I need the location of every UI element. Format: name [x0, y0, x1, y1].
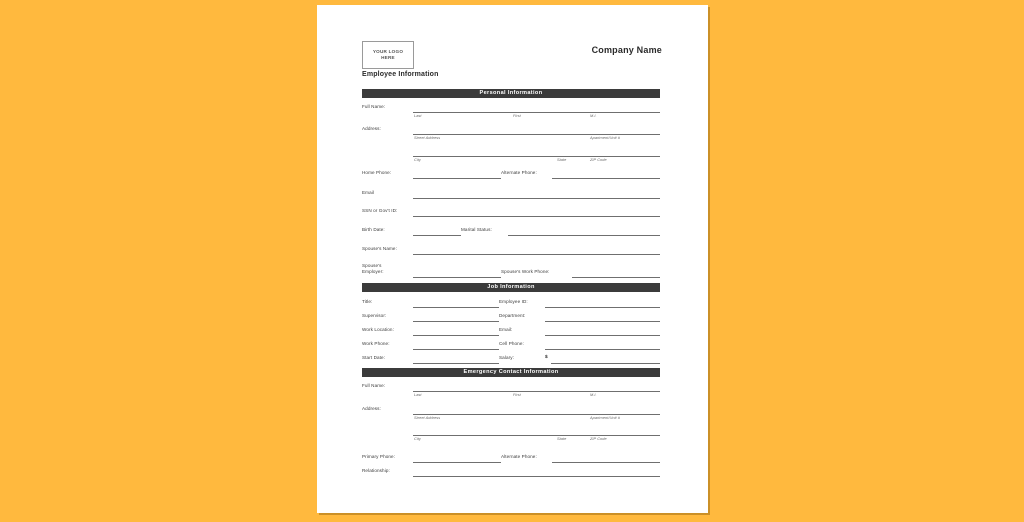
emergency-address-label: Address:	[362, 406, 381, 411]
emergency-full-name-field[interactable]	[413, 391, 660, 392]
form-sheet	[317, 5, 708, 513]
personal-email-label: Email	[362, 190, 374, 195]
logo-placeholder-text	[373, 49, 403, 62]
personal-spouse-work-phone-label: Spouse's Work Phone:	[501, 269, 550, 274]
personal-full-name-mi-sublabel: M.I.	[590, 113, 597, 118]
personal-alternate-phone-label: Alternate Phone:	[501, 170, 537, 175]
job-start-date-field[interactable]	[413, 363, 499, 364]
job-title-label: Title:	[362, 299, 373, 304]
emergency-city-state-zip-field[interactable]	[413, 435, 660, 436]
personal-marital-status-label: Marital Status:	[461, 227, 492, 232]
emergency-apartment-unit-sublabel: Apartment/Unit #	[590, 415, 620, 420]
personal-spouse-employer-label	[362, 263, 384, 274]
job-title-field[interactable]	[413, 307, 499, 308]
section-header-job-information	[362, 283, 660, 292]
logo-placeholder-box	[362, 41, 414, 69]
job-salary-currency-symbol: $	[545, 355, 548, 360]
emergency-relationship-label: Relationship:	[362, 468, 390, 473]
personal-spouse-employer-label-line1: Spouse's	[362, 263, 382, 268]
emergency-primary-phone-label: Primary Phone:	[362, 454, 396, 459]
emergency-full-name-last-sublabel: Last	[414, 392, 422, 397]
job-work-location-label: Work Location:	[362, 327, 394, 332]
emergency-relationship-field[interactable]	[413, 476, 660, 477]
job-supervisor-label: Supervisor:	[362, 313, 387, 318]
company-name-heading: Company Name	[591, 45, 662, 55]
personal-spouse-employer-label-line2: Employer:	[362, 268, 384, 274]
logo-placeholder-line2: HERE	[381, 55, 395, 60]
personal-home-phone-label: Home Phone:	[362, 170, 392, 175]
personal-alternate-phone-field[interactable]	[552, 178, 660, 179]
personal-full-name-field[interactable]	[413, 112, 660, 113]
emergency-street-address-sublabel: Street Address	[414, 415, 441, 420]
personal-street-address-sublabel: Street Address	[414, 135, 441, 140]
emergency-alternate-phone-field[interactable]	[552, 462, 660, 463]
job-cell-phone-label: Cell Phone:	[499, 341, 524, 346]
job-start-date-label: Start Date:	[362, 355, 386, 360]
section-header-emergency-label: Emergency Contact Information	[463, 369, 559, 375]
personal-birth-date-field[interactable]	[413, 235, 461, 236]
emergency-street-address-field[interactable]	[413, 414, 660, 415]
section-header-personal-label: Personal Information	[479, 90, 543, 96]
personal-spouse-employer-field[interactable]	[413, 277, 501, 278]
personal-ssn-label: SSN or Gov't ID:	[362, 208, 398, 213]
section-header-job-label: Job Information	[487, 284, 535, 290]
emergency-alternate-phone-label: Alternate Phone:	[501, 454, 537, 459]
job-salary-label: Salary:	[499, 355, 514, 360]
emergency-state-sublabel: State	[557, 436, 567, 441]
section-header-emergency-contact-information	[362, 368, 660, 377]
personal-birth-date-label: Birth Date:	[362, 227, 385, 232]
personal-address-label: Address:	[362, 126, 381, 131]
personal-full-name-first-sublabel: First	[513, 113, 521, 118]
job-salary-field[interactable]	[551, 363, 660, 364]
job-department-field[interactable]	[545, 321, 660, 322]
personal-marital-status-field[interactable]	[508, 235, 660, 236]
personal-full-name-label: Full Name:	[362, 104, 386, 109]
personal-ssn-field[interactable]	[413, 216, 660, 217]
personal-street-address-field[interactable]	[413, 134, 660, 135]
job-work-phone-field[interactable]	[413, 349, 499, 350]
emergency-primary-phone-field[interactable]	[413, 462, 501, 463]
logo-placeholder-line1: YOUR LOGO	[372, 48, 404, 54]
personal-spouse-name-field[interactable]	[413, 254, 660, 255]
personal-spouse-work-phone-field[interactable]	[572, 277, 660, 278]
section-header-personal-information	[362, 89, 660, 98]
emergency-full-name-mi-sublabel: M.I.	[590, 392, 597, 397]
personal-zip-code-sublabel: ZIP Code	[590, 157, 607, 162]
job-supervisor-field[interactable]	[413, 321, 499, 322]
job-email-field[interactable]	[545, 335, 660, 336]
personal-email-field[interactable]	[413, 198, 660, 199]
emergency-city-sublabel: City	[414, 436, 421, 441]
job-work-location-field[interactable]	[413, 335, 499, 336]
page-title: Employee Information	[362, 71, 439, 78]
emergency-zip-code-sublabel: ZIP Code	[590, 436, 607, 441]
personal-city-state-zip-field[interactable]	[413, 156, 660, 157]
personal-home-phone-field[interactable]	[413, 178, 501, 179]
job-employee-id-field[interactable]	[545, 307, 660, 308]
personal-state-sublabel: State	[557, 157, 567, 162]
personal-spouse-name-label: Spouse's Name:	[362, 246, 397, 251]
job-cell-phone-field[interactable]	[545, 349, 660, 350]
emergency-full-name-first-sublabel: First	[513, 392, 521, 397]
form-document-page	[317, 5, 708, 513]
personal-full-name-last-sublabel: Last	[414, 113, 422, 118]
job-employee-id-label: Employee ID:	[499, 299, 528, 304]
personal-apartment-unit-sublabel: Apartment/Unit #	[590, 135, 620, 140]
personal-city-sublabel: City	[414, 157, 421, 162]
job-work-phone-label: Work Phone:	[362, 341, 390, 346]
emergency-full-name-label: Full Name:	[362, 383, 386, 388]
job-department-label: Department:	[499, 313, 526, 318]
job-email-label: Email:	[499, 327, 513, 332]
